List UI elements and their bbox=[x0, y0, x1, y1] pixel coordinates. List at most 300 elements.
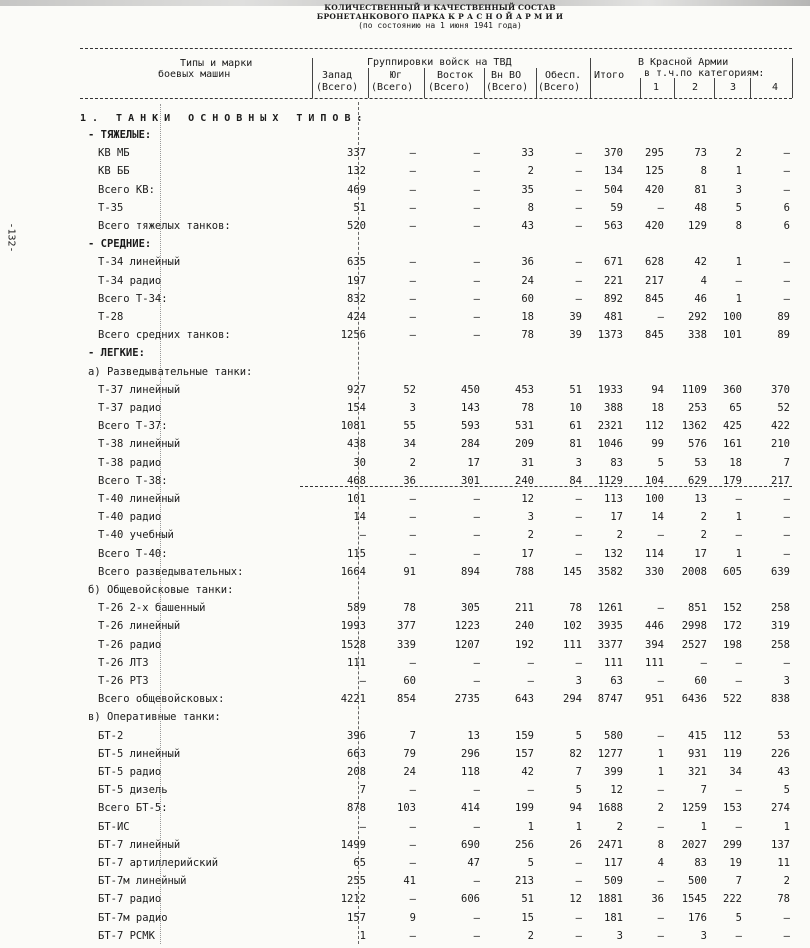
cell-value: 1081 bbox=[340, 420, 366, 433]
cell-value: 295 bbox=[645, 147, 664, 160]
cell-value: 593 bbox=[461, 420, 480, 433]
cell-value: 1373 bbox=[597, 329, 623, 342]
cell-value: 1664 bbox=[340, 565, 366, 578]
cell-value: 11 bbox=[777, 857, 790, 869]
cell-value: – bbox=[575, 656, 582, 669]
cell-value: 6436 bbox=[681, 693, 707, 706]
cell-value: 3 bbox=[409, 402, 416, 414]
row-label: - ЛЕГКИЕ: bbox=[88, 347, 145, 360]
cell-value: 83 bbox=[610, 456, 623, 469]
cell-value: 1 bbox=[735, 511, 742, 524]
cell-value: – bbox=[359, 675, 366, 687]
cell-value: 132 bbox=[347, 165, 366, 178]
cell-value: 337 bbox=[347, 147, 366, 160]
cell-value: – bbox=[575, 292, 582, 305]
cell-value: – bbox=[575, 220, 582, 232]
cell-value: 663 bbox=[347, 747, 366, 760]
cell-value: 531 bbox=[515, 420, 534, 433]
cell-value: 643 bbox=[515, 693, 534, 706]
cell-value: 78 bbox=[521, 402, 534, 414]
cell-value: 118 bbox=[461, 766, 480, 778]
cell-value: – bbox=[473, 656, 480, 669]
cell-value: – bbox=[473, 165, 480, 178]
cell-value: 209 bbox=[515, 438, 534, 451]
cell-value: 338 bbox=[688, 329, 707, 342]
cell-value: 132 bbox=[604, 547, 623, 560]
cell-value: 12 bbox=[610, 784, 623, 797]
cell-value: 83 bbox=[694, 857, 707, 869]
cell-value: 48 bbox=[694, 201, 707, 214]
cell-value: – bbox=[735, 929, 742, 942]
cell-value: 299 bbox=[723, 838, 742, 851]
table-row bbox=[0, 511, 810, 529]
header-bottom-rule bbox=[80, 98, 792, 99]
cell-value: 8 bbox=[657, 838, 664, 851]
cell-value: 422 bbox=[771, 420, 790, 433]
cell-value: 606 bbox=[461, 893, 480, 906]
cell-value: 7 bbox=[575, 766, 582, 778]
cell-value: 296 bbox=[461, 747, 480, 760]
col-divider bbox=[792, 58, 793, 98]
cell-value: 2998 bbox=[681, 620, 707, 633]
cell-value: 370 bbox=[604, 147, 623, 160]
cell-value: 46 bbox=[694, 292, 707, 305]
cell-value: 321 bbox=[688, 766, 707, 778]
cell-value: 294 bbox=[563, 693, 582, 706]
cell-value: 5 bbox=[575, 729, 582, 742]
cell-value: 832 bbox=[347, 292, 366, 305]
table-row bbox=[0, 930, 810, 948]
cell-value: – bbox=[575, 493, 582, 505]
cell-value: 51 bbox=[521, 893, 534, 906]
cell-value: 154 bbox=[347, 402, 366, 414]
cell-value: 36 bbox=[521, 256, 534, 269]
cell-value: – bbox=[575, 183, 582, 196]
cell-value: 2 bbox=[527, 165, 534, 178]
cell-value: – bbox=[409, 784, 416, 797]
cell-value: 34 bbox=[729, 766, 742, 778]
cell-value: – bbox=[783, 911, 790, 924]
cell-value: 84 bbox=[569, 474, 582, 487]
cell-value: 199 bbox=[515, 802, 534, 815]
cell-value: – bbox=[657, 911, 664, 924]
cell-value: 639 bbox=[771, 565, 790, 578]
cell-value: 159 bbox=[515, 729, 534, 742]
cell-value: 213 bbox=[515, 875, 534, 888]
table-row bbox=[0, 457, 810, 475]
row-label: БТ-5 линейный bbox=[98, 747, 181, 760]
cell-value: – bbox=[575, 911, 582, 924]
cell-value: 255 bbox=[347, 875, 366, 888]
cell-value: 42 bbox=[521, 766, 534, 778]
cell-value: 1223 bbox=[454, 620, 480, 633]
cell-value: – bbox=[473, 875, 480, 888]
row-label: Всего КВ: bbox=[98, 183, 155, 196]
cell-value: 3 bbox=[783, 675, 790, 687]
cell-value: 256 bbox=[515, 838, 534, 851]
cell-value: 690 bbox=[461, 838, 480, 851]
row-label: Т-26 линейный bbox=[98, 620, 181, 633]
cell-value: – bbox=[700, 656, 707, 669]
cell-value: 79 bbox=[403, 747, 416, 760]
cell-value: 100 bbox=[645, 493, 664, 505]
cell-value: – bbox=[657, 729, 664, 742]
cell-value: 13 bbox=[467, 729, 480, 742]
row-label: Всего БТ-5: bbox=[98, 802, 168, 815]
cell-value: 18 bbox=[651, 402, 664, 414]
col-divider bbox=[312, 58, 313, 98]
col-divider bbox=[590, 58, 591, 98]
cell-value: 157 bbox=[515, 747, 534, 760]
row-label: Т-26 2-х башенный bbox=[98, 602, 206, 615]
cell-value: – bbox=[575, 256, 582, 269]
category-1: 1 bbox=[653, 82, 660, 93]
table-section-row bbox=[0, 366, 810, 384]
cell-value: – bbox=[657, 311, 664, 323]
cell-value: 305 bbox=[461, 602, 480, 615]
table-row bbox=[0, 766, 810, 784]
row-label: Т-34 линейный bbox=[98, 256, 181, 269]
cell-value: 111 bbox=[347, 656, 366, 669]
cell-value: – bbox=[575, 274, 582, 287]
cell-value: 1212 bbox=[340, 893, 366, 906]
cell-value: 34 bbox=[403, 438, 416, 451]
cell-value: – bbox=[735, 529, 742, 542]
cell-value: 78 bbox=[777, 893, 790, 906]
cell-value: 1277 bbox=[597, 747, 623, 760]
cell-value: 103 bbox=[397, 802, 416, 815]
cell-value: – bbox=[735, 675, 742, 687]
cell-value: – bbox=[409, 929, 416, 942]
cell-value: – bbox=[473, 274, 480, 287]
cell-value: 145 bbox=[563, 565, 582, 578]
table-row bbox=[0, 839, 810, 857]
cell-value: 274 bbox=[771, 802, 790, 815]
cell-value: – bbox=[473, 784, 480, 797]
cell-value: 3 bbox=[700, 929, 707, 942]
table-row bbox=[0, 657, 810, 675]
row-label: КВ ББ bbox=[98, 165, 130, 178]
cell-value: – bbox=[657, 875, 664, 888]
cell-value: – bbox=[657, 929, 664, 942]
cell-value: 388 bbox=[604, 402, 623, 414]
cell-value: 1261 bbox=[597, 602, 623, 615]
cell-value: – bbox=[783, 547, 790, 560]
cell-value: 635 bbox=[347, 256, 366, 269]
cell-value: 39 bbox=[569, 311, 582, 323]
cell-value: – bbox=[473, 256, 480, 269]
row-label: БТ-7 артиллерийский bbox=[98, 857, 219, 869]
cell-value: 1 bbox=[700, 820, 707, 833]
cell-value: 1 bbox=[527, 820, 534, 833]
cell-value: – bbox=[735, 820, 742, 833]
cell-value: 181 bbox=[604, 911, 623, 924]
cell-value: 3 bbox=[735, 183, 742, 196]
page-number: -132- bbox=[5, 222, 17, 253]
cell-value: 211 bbox=[515, 602, 534, 615]
cell-value: 424 bbox=[347, 311, 366, 323]
cell-value: 221 bbox=[604, 274, 623, 287]
cell-value: 17 bbox=[521, 547, 534, 560]
cell-value: – bbox=[359, 529, 366, 542]
cell-value: 1207 bbox=[454, 638, 480, 651]
cell-value: 134 bbox=[604, 165, 623, 178]
table-row bbox=[0, 548, 810, 566]
col-head-supply: Обесп. bbox=[545, 70, 582, 81]
col-sub: (Всего) bbox=[486, 82, 529, 93]
header-types: Типы и марки bbox=[180, 58, 253, 69]
table-row bbox=[0, 620, 810, 638]
title-line-1: КОЛИЧЕСТВЕННЫЙ И КАЧЕСТВЕННЫЙ СОСТАВ bbox=[324, 3, 556, 12]
table-row bbox=[0, 420, 810, 438]
row-label: БТ-7 РСМК bbox=[98, 929, 155, 942]
cell-value: 6 bbox=[783, 220, 790, 232]
table-row bbox=[0, 912, 810, 930]
cell-value: – bbox=[473, 201, 480, 214]
cell-value: 172 bbox=[723, 620, 742, 633]
cell-value: 51 bbox=[353, 201, 366, 214]
cell-value: 892 bbox=[604, 292, 623, 305]
cell-value: 217 bbox=[645, 274, 664, 287]
cell-value: – bbox=[575, 529, 582, 542]
col-head-inner: Вн ВО bbox=[491, 70, 522, 81]
table-row bbox=[0, 329, 810, 347]
row-label: Т-34 радио bbox=[98, 274, 162, 287]
table-row bbox=[0, 147, 810, 165]
cell-value: 854 bbox=[397, 693, 416, 706]
cell-value: 1933 bbox=[597, 383, 623, 396]
cell-value: 99 bbox=[651, 438, 664, 451]
cell-value: 509 bbox=[604, 875, 623, 888]
row-label: БТ-7м линейный bbox=[98, 875, 187, 888]
cell-value: 36 bbox=[651, 893, 664, 906]
cell-value: 2 bbox=[527, 529, 534, 542]
cell-value: – bbox=[473, 929, 480, 942]
cell-value: 500 bbox=[688, 875, 707, 888]
cell-value: 605 bbox=[723, 565, 742, 578]
cell-value: 125 bbox=[645, 165, 664, 178]
row-label: Всего Т-34: bbox=[98, 292, 168, 305]
cell-value: 4 bbox=[700, 274, 707, 287]
cell-value: – bbox=[657, 529, 664, 542]
cell-value: 420 bbox=[645, 183, 664, 196]
col-divider bbox=[484, 68, 485, 98]
cell-value: – bbox=[409, 183, 416, 196]
cell-value: 2 bbox=[616, 820, 623, 833]
cell-value: 2735 bbox=[454, 693, 480, 706]
cell-value: 63 bbox=[610, 675, 623, 687]
cell-value: 8747 bbox=[597, 693, 623, 706]
cell-value: 1 bbox=[657, 766, 664, 778]
cell-value: 5 bbox=[735, 201, 742, 214]
cell-value: 453 bbox=[515, 383, 534, 396]
col-head-south: Юг bbox=[390, 70, 403, 81]
title-line-3: (по состоянию на 1 июня 1941 года) bbox=[358, 21, 522, 30]
cell-value: – bbox=[473, 311, 480, 323]
col-sub: (Всего) bbox=[316, 82, 359, 93]
cell-value: 425 bbox=[723, 420, 742, 433]
cell-value: – bbox=[783, 165, 790, 178]
cell-value: 113 bbox=[604, 493, 623, 505]
row-label: Всего общевойсковых: bbox=[98, 693, 225, 706]
cell-value: – bbox=[735, 274, 742, 287]
cell-value: 91 bbox=[403, 565, 416, 578]
cell-value: 1 bbox=[359, 929, 366, 942]
cell-value: 17 bbox=[610, 511, 623, 524]
table-row bbox=[0, 639, 810, 657]
cell-value: 5 bbox=[783, 784, 790, 797]
cell-value: – bbox=[575, 875, 582, 888]
cell-value: 152 bbox=[723, 602, 742, 615]
cell-value: – bbox=[409, 274, 416, 287]
cell-value: – bbox=[409, 547, 416, 560]
cell-value: 931 bbox=[688, 747, 707, 760]
cell-value: – bbox=[409, 820, 416, 833]
cell-value: – bbox=[409, 147, 416, 160]
cell-value: 894 bbox=[461, 565, 480, 578]
cell-value: 7 bbox=[359, 784, 366, 797]
cell-value: 18 bbox=[729, 456, 742, 469]
table-row bbox=[0, 802, 810, 820]
cell-value: – bbox=[783, 511, 790, 524]
cell-value: 330 bbox=[645, 565, 664, 578]
row-label: Всего тяжелых танков: bbox=[98, 220, 231, 232]
cell-value: – bbox=[783, 256, 790, 269]
cell-value: 415 bbox=[688, 729, 707, 742]
cell-value: – bbox=[657, 602, 664, 615]
col-divider bbox=[640, 78, 641, 98]
cell-value: 1046 bbox=[597, 438, 623, 451]
cell-value: 43 bbox=[521, 220, 534, 232]
table-row bbox=[0, 748, 810, 766]
cell-value: 111 bbox=[563, 638, 582, 651]
cell-value: 2 bbox=[783, 875, 790, 888]
cell-value: 7 bbox=[409, 729, 416, 742]
cell-value: 13 bbox=[694, 493, 707, 505]
cell-value: 18 bbox=[521, 311, 534, 323]
cell-value: 5 bbox=[527, 857, 534, 869]
cell-value: 1 bbox=[575, 820, 582, 833]
row-label: Т-40 радио bbox=[98, 511, 162, 524]
cell-value: 1129 bbox=[597, 474, 623, 487]
cell-value: 3 bbox=[575, 456, 582, 469]
row-label: БТ-2 bbox=[98, 729, 124, 742]
cell-value: – bbox=[657, 784, 664, 797]
cell-value: 100 bbox=[723, 311, 742, 323]
cell-value: 6 bbox=[783, 201, 790, 214]
table-row bbox=[0, 256, 810, 274]
cell-value: 55 bbox=[403, 420, 416, 433]
cell-value: 157 bbox=[347, 911, 366, 924]
cell-value: 14 bbox=[353, 511, 366, 524]
table-row bbox=[0, 220, 810, 238]
cell-value: – bbox=[473, 820, 480, 833]
row-label: Всего средних танков: bbox=[98, 329, 231, 342]
table-row bbox=[0, 202, 810, 220]
cell-value: 14 bbox=[651, 511, 664, 524]
cell-value: 1256 bbox=[340, 329, 366, 342]
cell-value: 1545 bbox=[681, 893, 707, 906]
cell-value: – bbox=[783, 656, 790, 669]
row-label: КВ МБ bbox=[98, 147, 130, 160]
cell-value: 504 bbox=[604, 183, 623, 196]
cell-value: – bbox=[783, 292, 790, 305]
category-4: 4 bbox=[772, 82, 779, 93]
cell-value: – bbox=[409, 329, 416, 342]
cell-value: – bbox=[473, 911, 480, 924]
cell-value: 102 bbox=[563, 620, 582, 633]
cell-value: 2527 bbox=[681, 638, 707, 651]
cell-value: 78 bbox=[569, 602, 582, 615]
cell-value: 414 bbox=[461, 802, 480, 815]
table-row bbox=[0, 184, 810, 202]
table-row bbox=[0, 493, 810, 511]
row-label: БТ-ИС bbox=[98, 820, 130, 833]
table-row bbox=[0, 602, 810, 620]
cell-value: 1 bbox=[657, 747, 664, 760]
cell-value: 1 bbox=[735, 256, 742, 269]
col-head-west: Запад bbox=[322, 70, 353, 81]
document-title bbox=[240, 3, 640, 31]
cell-value: 197 bbox=[347, 274, 366, 287]
cell-value: 47 bbox=[467, 857, 480, 869]
cell-value: 2471 bbox=[597, 838, 623, 851]
cell-value: 1 bbox=[735, 292, 742, 305]
cell-value: 7 bbox=[735, 875, 742, 888]
col-sub: (Всего) bbox=[428, 82, 471, 93]
cell-value: – bbox=[409, 893, 416, 906]
table-section-row bbox=[0, 347, 810, 365]
cell-value: – bbox=[527, 656, 534, 669]
cell-value: 35 bbox=[521, 183, 534, 196]
cell-value: – bbox=[735, 493, 742, 505]
cell-value: – bbox=[473, 147, 480, 160]
row-label: - СРЕДНИЕ: bbox=[88, 238, 152, 251]
cell-value: 2 bbox=[700, 529, 707, 542]
cell-value: 360 bbox=[723, 383, 742, 396]
cell-value: – bbox=[783, 929, 790, 942]
cell-value: 339 bbox=[397, 638, 416, 651]
cell-value: 450 bbox=[461, 383, 480, 396]
cell-value: – bbox=[473, 511, 480, 524]
cell-value: 1259 bbox=[681, 802, 707, 815]
cell-value: – bbox=[409, 656, 416, 669]
cell-value: 94 bbox=[569, 802, 582, 815]
row-label: Т-38 радио bbox=[98, 456, 162, 469]
col-head-total: Итого bbox=[594, 70, 625, 81]
cell-value: – bbox=[657, 675, 664, 687]
table-row bbox=[0, 529, 810, 547]
cell-value: 210 bbox=[771, 438, 790, 451]
table-row bbox=[0, 165, 810, 183]
cell-value: 3 bbox=[575, 675, 582, 687]
cell-value: 589 bbox=[347, 602, 366, 615]
cell-value: – bbox=[473, 292, 480, 305]
table-row bbox=[0, 384, 810, 402]
cell-value: 41 bbox=[403, 875, 416, 888]
row-label: БТ-7 линейный bbox=[98, 838, 181, 851]
header-groupings: Группировки войск на ТВД bbox=[367, 57, 512, 68]
cell-value: – bbox=[473, 220, 480, 232]
table-row bbox=[0, 784, 810, 802]
cell-value: 319 bbox=[771, 620, 790, 633]
cell-value: 580 bbox=[604, 729, 623, 742]
cell-value: 10 bbox=[569, 402, 582, 414]
cell-value: 111 bbox=[645, 656, 664, 669]
cell-value: 3 bbox=[616, 929, 623, 942]
cell-value: 1688 bbox=[597, 802, 623, 815]
cell-value: – bbox=[783, 493, 790, 505]
